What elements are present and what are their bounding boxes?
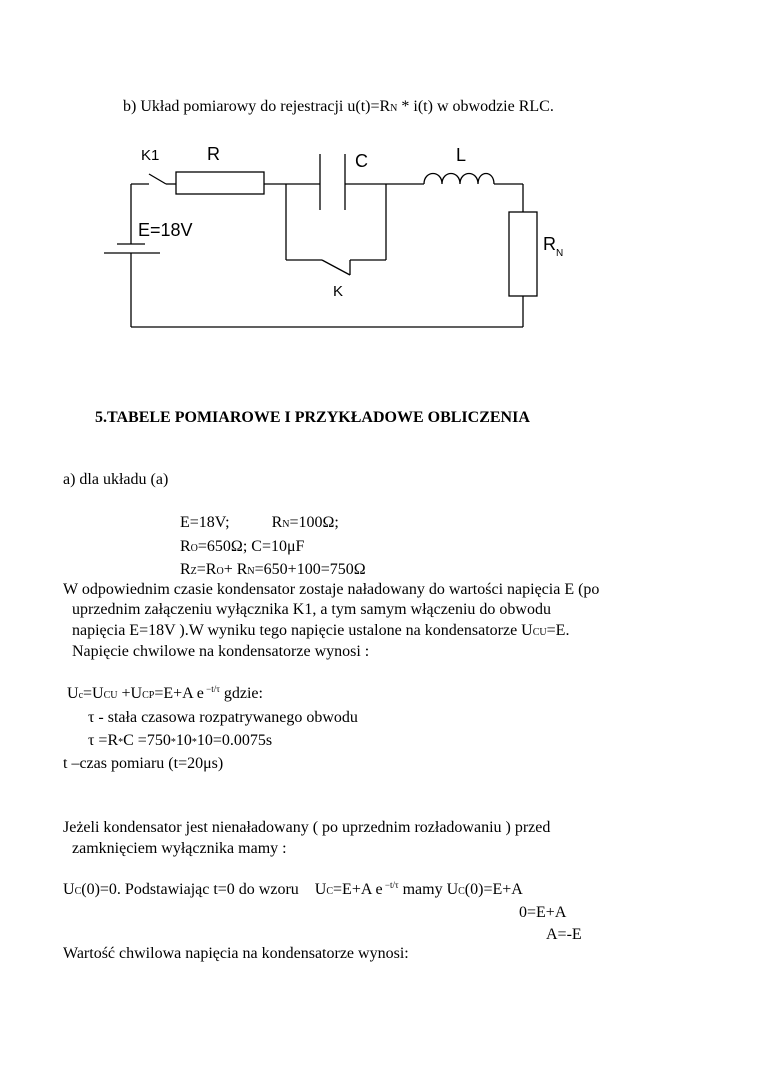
label-rn: R: [543, 234, 556, 254]
param-rn-subscript: N: [282, 519, 290, 530]
formula2-exponent: −t/τ: [382, 880, 399, 890]
para1-line3: [72, 621, 569, 643]
para1-line3-subscript: CU: [532, 627, 547, 638]
tau-calc-b: C =750: [123, 732, 171, 749]
formula-uc: [67, 684, 263, 706]
formula2-text-c: mamy U: [398, 881, 459, 898]
formula-eq2: =E+A e: [154, 685, 204, 702]
para1-line1: W odpowiednim czasie kondensator zostaje naładowany do wartości napięcia E (po: [63, 581, 600, 598]
formula-gdzie: gdzie:: [219, 685, 263, 702]
param-rz-eq: =R: [196, 561, 217, 578]
tau-calc-dot1: *: [118, 737, 124, 748]
label-e: E=18V: [138, 220, 193, 240]
formula2-line1: [63, 880, 523, 902]
param-ro-symbol: R: [180, 538, 191, 555]
label-k1: K1: [141, 147, 160, 164]
param-rz-symbol: R: [180, 561, 191, 578]
para1-line3-text: napięcia E=18V ).W wyniku tego napięcie ustalone na kondensatorze U: [72, 622, 533, 639]
tau-calculation: [88, 731, 272, 753]
param-rz-n-subscript: N: [247, 566, 255, 577]
formula2-text-d: (0)=E+A: [464, 881, 523, 898]
section-b-suffix: * i(t) w obwodzie RLC.: [397, 98, 554, 115]
tau-definition: τ - stała czasowa rozpatrywanego obwodu: [88, 709, 358, 726]
formula2-u2-subscript: C: [326, 886, 334, 897]
param-rz-o-subscript: O: [216, 566, 224, 577]
tau-calc-dot3: *: [191, 737, 197, 748]
label-c: C: [355, 151, 368, 171]
param-rz-subscript: Z: [190, 566, 197, 577]
label-rn-subscript: N: [556, 248, 564, 259]
param-e: E=18V;: [180, 514, 230, 531]
param-line-3: [180, 560, 366, 582]
inductor-l: [424, 174, 494, 185]
formula-u-subscript: c: [78, 690, 84, 701]
tau-calc-dot2: *: [170, 737, 176, 748]
tau-calc-d: 10=0.0075s: [196, 732, 273, 749]
para1-line3-end: =E.: [546, 622, 570, 639]
para1-line2: uprzednim załączeniu wyłącznika K1, a tym samym włączeniu do obwodu: [72, 601, 551, 618]
formula2-u1-subscript: C: [74, 886, 82, 897]
subsection-a: a) dla układu (a): [63, 471, 169, 488]
formula-u: U: [67, 685, 79, 702]
param-rz-plus: + R: [223, 561, 248, 578]
final-sentence: Wartość chwilowa napięcia na kondensatorze wynosi:: [63, 945, 409, 962]
formula2-u1: U: [63, 881, 75, 898]
formula-ucu-subscript: CU: [103, 690, 118, 701]
section-b-subscript: N: [390, 103, 398, 114]
formula2-u3-subscript: C: [458, 886, 465, 897]
resistor-rn: [509, 212, 537, 296]
param-line-2: [180, 537, 304, 559]
label-r: R: [207, 144, 220, 164]
formula2-line3: A=-E: [546, 926, 582, 943]
para2-line1: Jeżeli kondensator jest nienaładowany ( po uprzednim rozładowaniu ) przed: [63, 819, 551, 836]
param-rz-value: =650+100=750Ω: [254, 561, 366, 578]
formula-exponent: −t/τ: [203, 684, 220, 694]
time-definition: t –czas pomiaru (t=20μs): [63, 755, 224, 772]
tau-calc-c: 10: [175, 732, 192, 749]
param-ro-value: =650Ω; C=10μF: [197, 538, 305, 555]
section-b-prefix: b) Układ pomiarowy do rejestracji u(t)=R: [123, 98, 391, 115]
tau-calc-a: τ =R: [88, 732, 119, 749]
formula-eq1: =U: [83, 685, 104, 702]
param-rn-value: =100Ω;: [289, 514, 339, 531]
resistor-r: [176, 172, 264, 194]
k-switch-blade: [322, 260, 350, 275]
param-rn-symbol: R: [271, 514, 283, 531]
para1-line4: Napięcie chwilowe na kondensatorze wynosi :: [72, 643, 370, 660]
formula-plus: +U: [117, 685, 143, 702]
formula2-text-b: =E+A e: [333, 881, 383, 898]
formula2-u2: U: [314, 881, 327, 898]
label-l: L: [456, 145, 467, 165]
param-ro-subscript: O: [190, 543, 198, 554]
param-line-1: [180, 513, 339, 535]
formula2-text-a: (0)=0. Podstawiając t=0 do wzoru: [81, 881, 299, 898]
label-k: K: [333, 283, 344, 300]
rlc-circuit-diagram: [0, 0, 760, 360]
formula2-line2: 0=E+A: [519, 904, 567, 921]
section-5-heading: 5.TABELE POMIAROWE I PRZYKŁADOWE OBLICZENIA: [95, 409, 530, 426]
k1-switch-blade: [149, 174, 166, 184]
formula-ucp-subscript: CP: [142, 690, 155, 701]
para2-line2: zamknięciem wyłącznika mamy :: [72, 840, 287, 857]
